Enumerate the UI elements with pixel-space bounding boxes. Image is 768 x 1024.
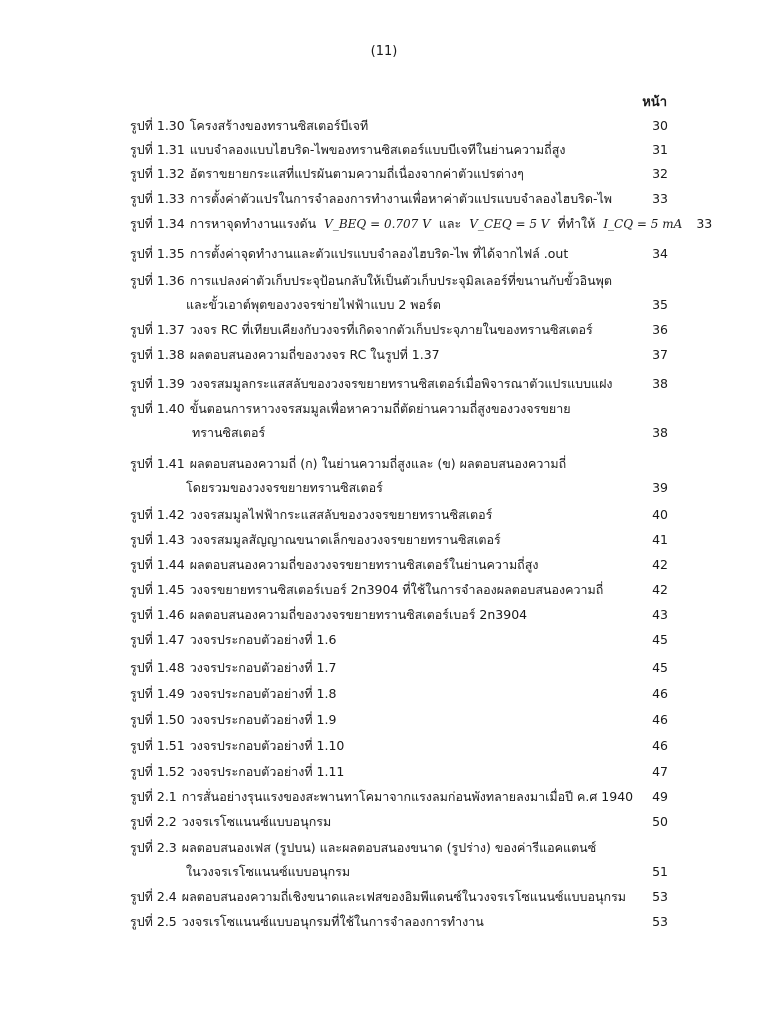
- figure-label: รูปที่ 1.42: [130, 507, 185, 522]
- figure-title-text: วงจรสมมูลกระแสสลับของวงจรขยายทรานซิสเตอร์เมื่อพิจารณาตัวแปรแบบแฝง: [189, 376, 613, 391]
- toc-entry: [130, 839, 668, 881]
- figure-title-text: วงจรสมมูลสัญญาณขนาดเล็กของวงจรขยายทรานซิสเตอร์: [189, 532, 501, 547]
- toc-entry: [130, 117, 668, 135]
- figure-title-text: ผลตอบสนองความถี่เชิงขนาดและเฟสของอิมพีแดนซ์ในวงจรเรโซแนนซ์แบบอนุกรม: [181, 889, 627, 904]
- figure-title: [185, 190, 638, 208]
- math-expression: V_BEQ = 0.707 V: [324, 217, 431, 231]
- figure-title: [185, 581, 638, 599]
- figure-title-text: ผลตอบสนองความถี่ของวงจรขยายทรานซิสเตอร์ในย่านความถี่สูง: [189, 557, 539, 572]
- toc-entry: [130, 455, 668, 497]
- figure-title-text: วงจรเรโซแนนซ์แบบอนุกรม: [181, 814, 332, 829]
- page-ref: 45: [652, 660, 668, 675]
- figure-title: [177, 813, 638, 831]
- toc-entry: [130, 375, 668, 393]
- figure-label: รูปที่ 1.31: [130, 142, 185, 157]
- toc-entry: [130, 606, 668, 624]
- page-ref: 30: [652, 118, 668, 133]
- toc-entry: [130, 581, 668, 599]
- figure-title-text: วงจรประกอบตัวอย่างที่ 1.8: [189, 686, 337, 701]
- figure-title-continuation: โดยรวมของวงจรขยายทรานซิสเตอร์: [186, 480, 383, 495]
- page-ref: 50: [652, 814, 668, 829]
- figure-title-text: วงจรเรโซแนนซ์แบบอนุกรมที่ใช้ในการจำลองการทำงาน: [181, 914, 484, 929]
- figure-title-text: วงจรประกอบตัวอย่างที่ 1.9: [189, 712, 337, 727]
- page-ref: 42: [652, 557, 668, 572]
- figure-title-text: การสั่นอย่างรุนแรงของสะพานทาโคมาจากแรงลมก่อนพังทลายลงมาเมื่อปี ค.ศ 1940: [181, 789, 634, 804]
- figure-label: รูปที่ 1.43: [130, 532, 185, 547]
- figure-title-text: วงจร RC ที่เทียบเคียงกับวงจรที่เกิดจากตัวเก็บประจุภายในของทรานซิสเตอร์: [189, 322, 593, 337]
- page-ref: 33: [696, 216, 713, 231]
- page-ref: 53: [652, 914, 668, 929]
- figure-label: รูปที่ 1.37: [130, 322, 185, 337]
- page-ref: 46: [652, 686, 668, 701]
- figure-label: รูปที่ 2.1: [130, 789, 177, 804]
- toc-entry: [130, 631, 668, 649]
- figure-title-text: อัตราขยายกระแสที่แปรผันตามความถี่เนื่องจากค่าตัวแปรต่างๆ: [189, 166, 524, 181]
- figure-label: รูปที่ 1.40: [130, 401, 185, 416]
- figure-title: [185, 346, 638, 364]
- page-ref: 40: [652, 507, 668, 522]
- list-of-figures: [130, 0, 713, 1024]
- toc-entry: [130, 346, 668, 364]
- figure-title-text: การหาจุดทำงานแรงดัน: [189, 216, 317, 231]
- toc-entry: [130, 141, 668, 159]
- figure-label: รูปที่ 1.46: [130, 607, 185, 622]
- page-ref: 34: [652, 246, 668, 261]
- math-expression: V_CEQ = 5 V: [469, 217, 550, 231]
- toc-entry: [130, 165, 668, 183]
- figure-title: [185, 375, 638, 393]
- toc-entry: [130, 711, 668, 729]
- figure-title: [185, 763, 638, 781]
- figure-label: รูปที่ 2.5: [130, 914, 177, 929]
- figure-title: [177, 839, 668, 857]
- page-number: (11): [370, 44, 398, 59]
- figure-title-text: วงจรประกอบตัวอย่างที่ 1.11: [189, 764, 345, 779]
- toc-entry: [130, 788, 668, 806]
- figure-label: รูปที่ 1.50: [130, 712, 185, 727]
- toc-entry: [130, 813, 668, 831]
- figure-title-text: ผลตอบสนองความถี่ของวงจร RC ในรูปที่ 1.37: [189, 347, 440, 362]
- page-ref: 38: [652, 425, 668, 440]
- figure-label: รูปที่ 1.34: [130, 216, 185, 231]
- toc-entry: [130, 556, 668, 574]
- figure-title: [185, 245, 638, 263]
- figure-label: รูปที่ 1.52: [130, 764, 185, 779]
- figure-label: รูปที่ 1.44: [130, 557, 185, 572]
- figure-title-text: วงจรขยายทรานซิสเตอร์เบอร์ 2n3904 ที่ใช้ในการจำลองผลตอบสนองความถี่: [189, 582, 604, 597]
- figure-title: [185, 321, 638, 339]
- figure-title-text: โครงสร้างของทรานซิสเตอร์บีเจที: [189, 118, 369, 133]
- figure-title: [185, 631, 638, 649]
- figure-label: รูปที่ 2.3: [130, 840, 177, 855]
- toc-entry: [130, 913, 668, 931]
- figure-title: [185, 141, 638, 159]
- figure-title: [185, 737, 638, 755]
- figure-label: รูปที่ 1.33: [130, 191, 185, 206]
- toc-entry: [130, 737, 668, 755]
- toc-entry: [130, 659, 668, 677]
- figure-title-text: วงจรประกอบตัวอย่างที่ 1.10: [189, 738, 345, 753]
- page-ref: 31: [652, 142, 668, 157]
- toc-entry: [130, 531, 668, 549]
- toc-entry: [130, 190, 668, 208]
- page-ref: 46: [652, 712, 668, 727]
- figure-title: [185, 711, 638, 729]
- figure-title: [185, 506, 638, 524]
- figure-title-text: ขั้นตอนการหาวงจรสมมูลเพื่อหาความถี่ตัดย่านความถี่สูงของวงจรขยาย: [189, 401, 571, 416]
- figure-label: รูปที่ 1.39: [130, 376, 185, 391]
- figure-title-continuation: ในวงจรเรโซแนนซ์แบบอนุกรม: [186, 864, 351, 879]
- figure-label: รูปที่ 1.47: [130, 632, 185, 647]
- figure-title-text: การตั้งค่าตัวแปรในการจำลองการทำงานเพื่อหาค่าตัวแปรแบบจำลองไฮบริด-ไพ: [189, 191, 612, 206]
- figure-label: รูปที่ 1.51: [130, 738, 185, 753]
- page-ref: 36: [652, 322, 668, 337]
- figure-title-continuation: ทรานซิสเตอร์: [192, 425, 266, 440]
- figure-title: [177, 788, 638, 806]
- figure-title: [185, 685, 638, 703]
- page-ref: 32: [652, 166, 668, 181]
- page-ref: 53: [652, 889, 668, 904]
- figure-title-text: วงจรสมมูลไฟฟ้ากระแสสลับของวงจรขยายทรานซิสเตอร์: [189, 507, 493, 522]
- page-ref: 49: [652, 789, 668, 804]
- figure-title-text: ผลตอบสนองความถี่ (ก) ในย่านความถี่สูงและ (ข) ผลตอบสนองความถี่: [189, 456, 567, 471]
- page-ref: 46: [652, 738, 668, 753]
- figure-title: [185, 117, 638, 135]
- figure-title-continuation: และขั้วเอาต์พุตของวงจรข่ายไฟฟ้าแบบ 2 พอร์ต: [186, 297, 441, 312]
- figure-title-text: แบบจำลองแบบไฮบริด-ไพของทรานซิสเตอร์แบบบีเจทีในย่านความถี่สูง: [189, 142, 566, 157]
- page-ref: 51: [652, 864, 668, 879]
- figure-title: [185, 659, 638, 677]
- figure-label: รูปที่ 1.45: [130, 582, 185, 597]
- figure-title: [185, 165, 638, 183]
- figure-label: รูปที่ 1.38: [130, 347, 185, 362]
- figure-title: [185, 455, 668, 473]
- figure-label: รูปที่ 2.2: [130, 814, 177, 829]
- page-ref: 47: [652, 764, 668, 779]
- figure-title-text: วงจรประกอบตัวอย่างที่ 1.6: [189, 632, 337, 647]
- figure-title: [185, 215, 683, 233]
- figure-title-text: ผลตอบสนองเฟส (รูปบน) และผลตอบสนองขนาด (รูปร่าง) ของค่ารีแอคแตนซ์: [181, 840, 597, 855]
- figure-label: รูปที่ 1.48: [130, 660, 185, 675]
- figure-label: รูปที่ 1.36: [130, 273, 185, 288]
- figure-title-text: และ: [438, 216, 462, 231]
- page-ref: 41: [652, 532, 668, 547]
- figure-title: [177, 888, 638, 906]
- page-ref: 42: [652, 582, 668, 597]
- figure-label: รูปที่ 1.35: [130, 246, 185, 261]
- toc-entry: [130, 215, 713, 233]
- page-column-header: หน้า: [642, 95, 667, 110]
- figure-label: รูปที่ 1.49: [130, 686, 185, 701]
- figure-title: [185, 400, 668, 418]
- toc-entry: [130, 888, 668, 906]
- figure-title: [185, 556, 638, 574]
- toc-entry: [130, 763, 668, 781]
- page-ref: 37: [652, 347, 668, 362]
- math-expression: I_CQ = 5 mA: [603, 217, 683, 231]
- figure-title: [185, 272, 668, 290]
- figure-title: [177, 913, 638, 931]
- figure-label: รูปที่ 2.4: [130, 889, 177, 904]
- figure-title-text: ผลตอบสนองความถี่ของวงจรขยายทรานซิสเตอร์เบอร์ 2n3904: [189, 607, 528, 622]
- figure-title: [185, 531, 638, 549]
- page-ref: 35: [652, 297, 668, 312]
- figure-label: รูปที่ 1.30: [130, 118, 185, 133]
- toc-entry: [130, 245, 668, 263]
- page-ref: 33: [652, 191, 668, 206]
- figure-title-text: การตั้งค่าจุดทำงานและตัวแปรแบบจำลองไฮบริด-ไพ ที่ได้จากไฟล์ .out: [189, 246, 569, 261]
- toc-entry: [130, 685, 668, 703]
- toc-entry: [130, 321, 668, 339]
- page-ref: 43: [652, 607, 668, 622]
- figure-title-text: ที่ทำให้: [557, 216, 596, 231]
- page-ref: 38: [652, 376, 668, 391]
- toc-entry: [130, 400, 668, 442]
- figure-label: รูปที่ 1.41: [130, 456, 185, 471]
- toc-entry: [130, 272, 668, 314]
- figure-title-text: วงจรประกอบตัวอย่างที่ 1.7: [189, 660, 337, 675]
- page-ref: 39: [652, 480, 668, 495]
- figure-label: รูปที่ 1.32: [130, 166, 185, 181]
- page-ref: 45: [652, 632, 668, 647]
- figure-title-text: การแปลงค่าตัวเก็บประจุป้อนกลับให้เป็นตัวเก็บประจุมิลเลอร์ที่ขนานกับขั้วอินพุต: [189, 273, 613, 288]
- toc-entry: [130, 506, 668, 524]
- figure-title: [185, 606, 638, 624]
